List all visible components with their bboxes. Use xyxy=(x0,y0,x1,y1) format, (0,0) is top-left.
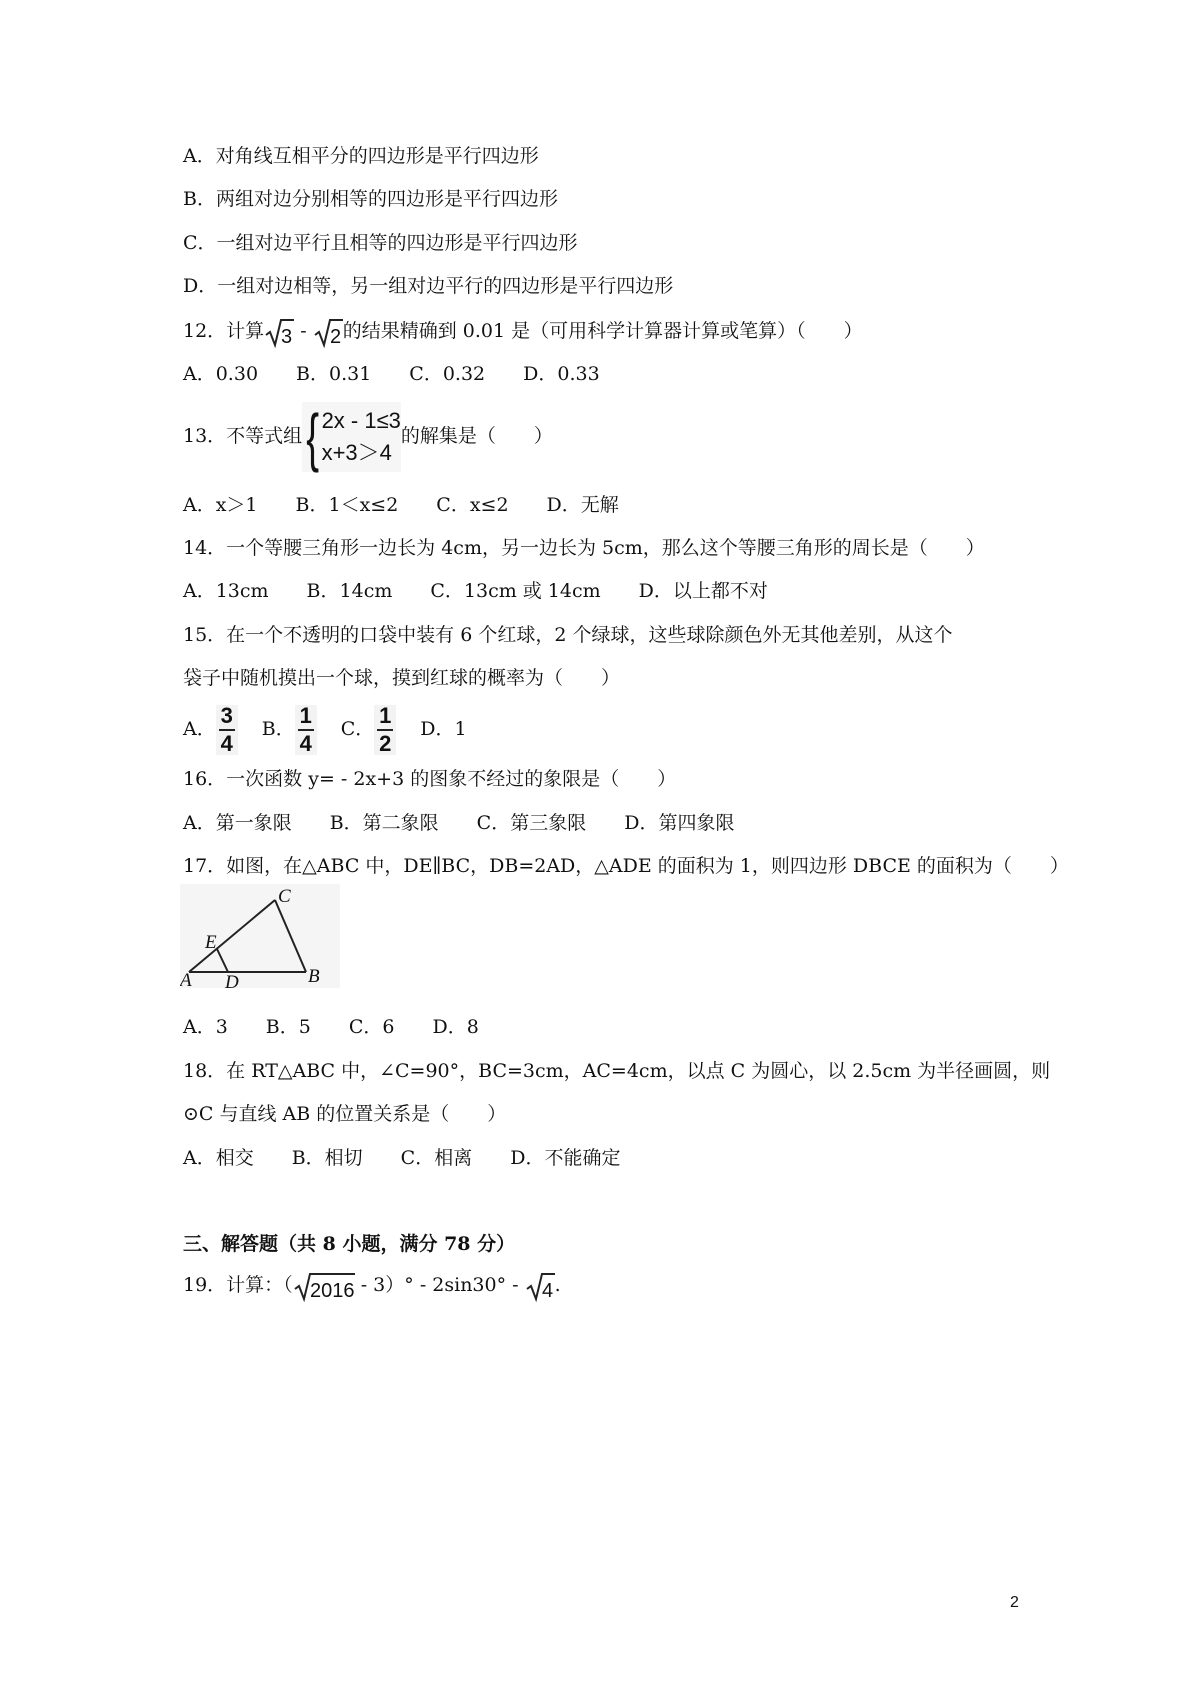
inequality-1: 2x - 1≤3 xyxy=(321,408,401,433)
q17-question: 17．如图，在△ABC 中，DE∥BC，DB=2AD，△ADE 的面积为 1，则四边形 DBCE 的面积为（ ） xyxy=(183,855,1069,877)
q14-options: A．13cm B．14cm C．13cm 或 14cm D．以上都不对 xyxy=(183,580,768,602)
fraction-denominator: 4 xyxy=(299,731,312,756)
label-b: B xyxy=(308,966,320,987)
q13-suffix: 的解集是（ ） xyxy=(400,425,553,447)
q19-middle: - 3）° - 2sin30° - xyxy=(354,1274,525,1296)
q19-question xyxy=(183,1268,561,1302)
q18-question-line1: 18．在 RT△ABC 中，∠C=90°，BC=3cm，AC=4cm，以点 C 为圆心，以 2.5cm 为半径画圆，则 xyxy=(183,1060,1051,1082)
section-3-title: 三、解答题（共 8 小题，满分 78 分） xyxy=(183,1233,516,1255)
page-number: 2 xyxy=(1010,1594,1019,1611)
fraction-one-half xyxy=(374,705,396,755)
label-c: C xyxy=(278,886,291,907)
q19-end: . xyxy=(554,1274,561,1296)
q16-options: A．第一象限 B．第二象限 C．第三象限 D．第四象限 xyxy=(183,812,735,834)
q11-option-b: B．两组对边分别相等的四边形是平行四边形 xyxy=(183,188,558,210)
q17-options: A．3 B．5 C．6 D．8 xyxy=(183,1016,479,1038)
sqrt-3-radicand: 3 xyxy=(281,326,293,348)
fraction-three-quarters xyxy=(216,705,238,755)
label-a: A xyxy=(180,970,192,988)
q13-question xyxy=(183,400,553,472)
q15-option-b-label: B． xyxy=(261,718,295,740)
sqrt-2 xyxy=(313,315,343,349)
q14-question: 14．一个等腰三角形一边长为 4cm，另一边长为 5cm，那么这个等腰三角形的周长是（ ） xyxy=(183,537,985,559)
sqrt-2-radicand: 2 xyxy=(329,326,341,348)
q13-prefix: 13．不等式组 xyxy=(183,425,303,447)
q11-option-a: A．对角线互相平分的四边形是平行四边形 xyxy=(183,145,539,167)
q12-minus: - xyxy=(294,320,313,342)
q15-question-line1: 15．在一个不透明的口袋中装有 6 个红球，2 个绿球，这些球除颜色外无其他差别，从这个 xyxy=(183,624,953,646)
q11-option-d: D．一组对边相等，另一组对边平行的四边形是平行四边形 xyxy=(183,275,674,297)
q15-option-d: D．1 xyxy=(420,718,467,740)
q13-options: A．x＞1 B．1＜x≤2 C．x≤2 D．无解 xyxy=(183,494,619,516)
q15-options xyxy=(183,702,467,756)
q16-question: 16．一次函数 y= - 2x+3 的图象不经过的象限是（ ） xyxy=(183,768,677,790)
inequality-system xyxy=(302,402,401,472)
sqrt-2016 xyxy=(293,1269,355,1303)
fraction-numerator: 1 xyxy=(379,703,392,728)
q18-options: A．相交 B．相切 C．相离 D．不能确定 xyxy=(183,1147,621,1169)
sqrt-4 xyxy=(525,1269,555,1303)
q12-suffix: 的结果精确到 0.01 是（可用科学计算器计算或笔算）（ ） xyxy=(342,320,863,342)
q15-option-c-label: C． xyxy=(340,718,375,740)
q18-question-line2: ⊙C 与直线 AB 的位置关系是（ ） xyxy=(183,1103,507,1125)
fraction-one-quarter xyxy=(295,705,317,755)
q15-option-a-label: A． xyxy=(183,718,216,740)
sqrt-2016-radicand: 2016 xyxy=(309,1280,355,1302)
q12-question xyxy=(183,314,863,348)
inequality-2: x+3＞4 xyxy=(321,440,392,465)
sqrt-3 xyxy=(264,315,294,349)
triangle-abc-diagram xyxy=(180,884,340,988)
label-d: D xyxy=(225,972,239,988)
label-e: E xyxy=(205,932,217,953)
sqrt-4-radicand: 4 xyxy=(541,1280,553,1302)
q12-prefix: 12．计算 xyxy=(183,320,265,342)
fraction-denominator: 4 xyxy=(220,731,233,756)
q11-option-c: C．一组对边平行且相等的四边形是平行四边形 xyxy=(183,232,578,254)
fraction-denominator: 2 xyxy=(379,731,392,756)
left-brace-icon: { xyxy=(306,401,320,473)
q15-question-line2: 袋子中随机摸出一个球，摸到红球的概率为（ ） xyxy=(183,667,621,689)
fraction-numerator: 3 xyxy=(220,703,233,728)
fraction-numerator: 1 xyxy=(299,703,312,728)
q12-options: A．0.30 B．0.31 C．0.32 D．0.33 xyxy=(183,363,600,385)
triangle-figure xyxy=(180,884,340,988)
q19-prefix: 19．计算：（ xyxy=(183,1274,293,1296)
